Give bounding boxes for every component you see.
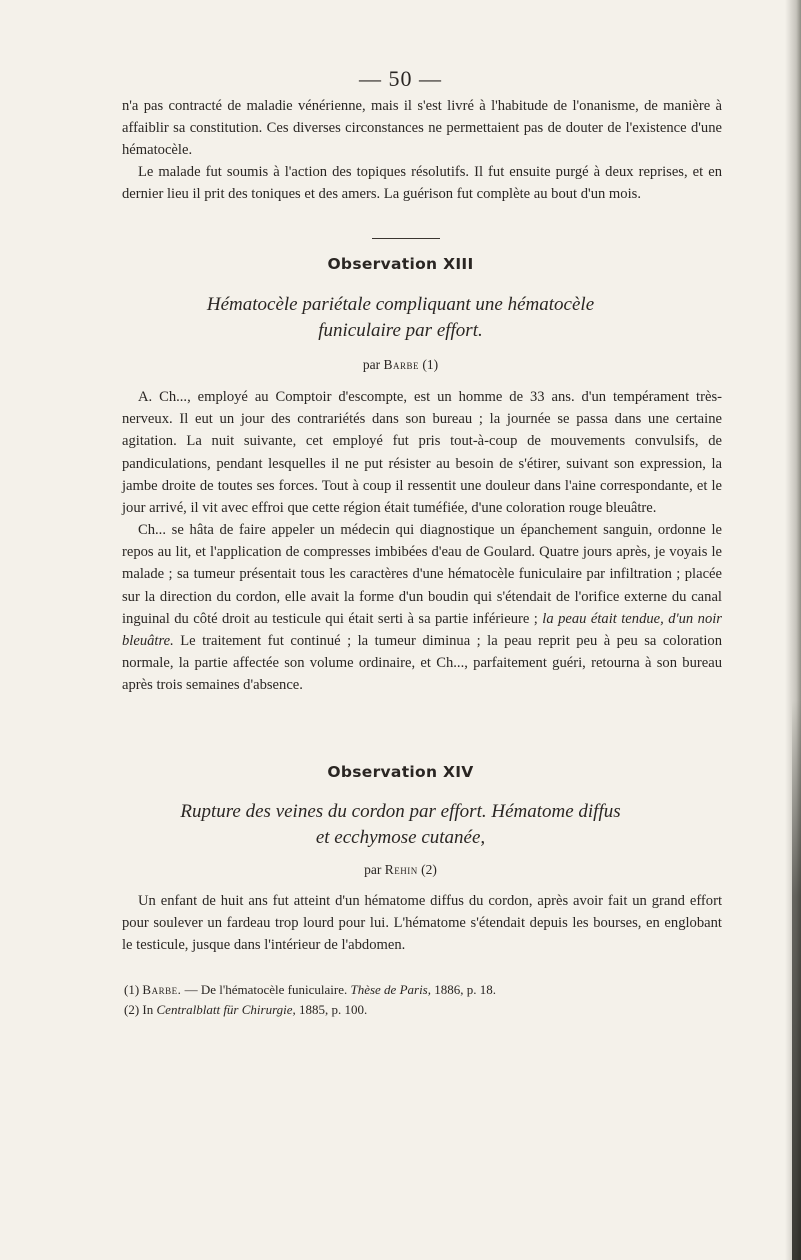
paragraph-text-end: Le traitement fut continué ; la tumeur diminua ; la peau reprit peu à peu sa coloration normale, la partie affectée son volume ordinaire, et Ch..., parfaitement guéri, retourna à son bureau après trois semaines d'absence. — [122, 633, 722, 694]
observation-14-subtitle-line2: et ecchymose cutanée, — [315, 827, 486, 848]
author-name: Barbe — [383, 357, 419, 372]
footnote-ref: (1) — [422, 357, 439, 372]
page-edge-dark — [792, 700, 801, 1260]
footnote-number: (2) — [124, 1002, 140, 1017]
observation-13-author — [0, 357, 801, 373]
paragraph-treatment: Le malade fut soumis à l'action des topiques résolutifs. Il fut ensuite purgé à deux reprises, et en dernier lieu il prit des toniques et des amers. La guérison fut complète au bout d'un mois. — [122, 164, 722, 203]
observation-13-subtitle-line2: funiculaire par effort. — [318, 320, 483, 341]
footnote-1 — [124, 980, 724, 999]
paragraph-continuation: n'a pas contracté de maladie vénérienne, mais il s'est livré à l'habitude de l'onanisme, de manière à affaiblir sa constitution. Ces diverses circonstances ne permettaient pas de douter de l'existence d'une hématocèle. — [122, 98, 722, 159]
observation-14-subtitle-line1: Rupture des veines du cordon par effort. Hématome diffus — [180, 801, 621, 822]
observation-14-title: Observation XIV — [327, 763, 474, 781]
author-prefix: par — [364, 862, 382, 877]
observation-13-title: Observation XIII — [327, 255, 474, 273]
footnote-italic: Centralblatt für Chirurgie, — [156, 1002, 296, 1017]
footnote-text: In — [139, 1002, 157, 1017]
observation-14-paragraph-1: Un enfant de huit ans fut atteint d'un hématome diffus du cordon, après avoir fait un grand effort pour soulever un fardeau trop lourd pour lui. L'hématome s'étendait depuis les bourses, en englobant le testicule, jusque dans l'intérieur de l'abdomen. — [122, 893, 722, 954]
observation-13-paragraph-2 — [122, 519, 722, 697]
footnote-2 — [124, 1000, 724, 1019]
observation-14-author — [0, 862, 801, 878]
author-prefix: par — [362, 357, 381, 372]
footnote-number: (1) — [124, 982, 140, 997]
footnote-end: 1885, p. 100. — [295, 1002, 368, 1017]
observation-13-subtitle-line1: Hématocèle pariétale compliquant une hématocèle — [206, 294, 595, 315]
footnote-author: Barbe. — [142, 982, 182, 997]
footnote-text: — De l'hématocèle funiculaire. — [181, 982, 351, 997]
footnote-end: 1886, p. 18. — [431, 982, 496, 997]
italic-quote: la peau était tendue, d'un noir bleuâtre. — [122, 610, 722, 650]
page-number: — 50 — — [359, 66, 442, 91]
observation-13-paragraph-1: A. Ch..., employé au Comptoir d'escompte, est un homme de 33 ans. d'un tempérament très-nerveux. Il eut un jour des contrariétés dans son bureau ; la journée se passa dans une certaine agitation. La nuit suivante, cet employé fut pris tout-à-coup de mouvements convulsifs, de pandiculations, pendant lesquelles il ne put résister au besoin de s'étirer, suivant son expression, la jambe droite de toutes ses forces. Tout à coup il ressentit une douleur dans l'aine correspondante, et le jour arrivé, il vit avec effroi que cette région était tuméfiée, d'une coloration rouge bleuâtre. — [122, 389, 722, 517]
paragraph-text: Ch... se hâta de faire appeler un médecin qui diagnostique un épanchement sanguin, ordonne le repos au lit, et l'application de compresses imbibées d'eau de Goulard. Quatre jours après, je voyais le malade ; sa tumeur présentait tous les caractères d'une hématocèle funiculaire par infiltration ; placée sur la direction du cordon, elle avait la forme d'un boudin qui s'étendait de l'orifice externe du canal inguinal du côté droit au testicule qui était serti à sa partie inférieure ; — [122, 522, 722, 627]
section-divider — [372, 238, 440, 239]
footnote-ref: (2) — [421, 862, 437, 877]
author-name: Rehin — [384, 862, 418, 877]
footnote-italic: Thèse de Paris, — [350, 982, 431, 997]
